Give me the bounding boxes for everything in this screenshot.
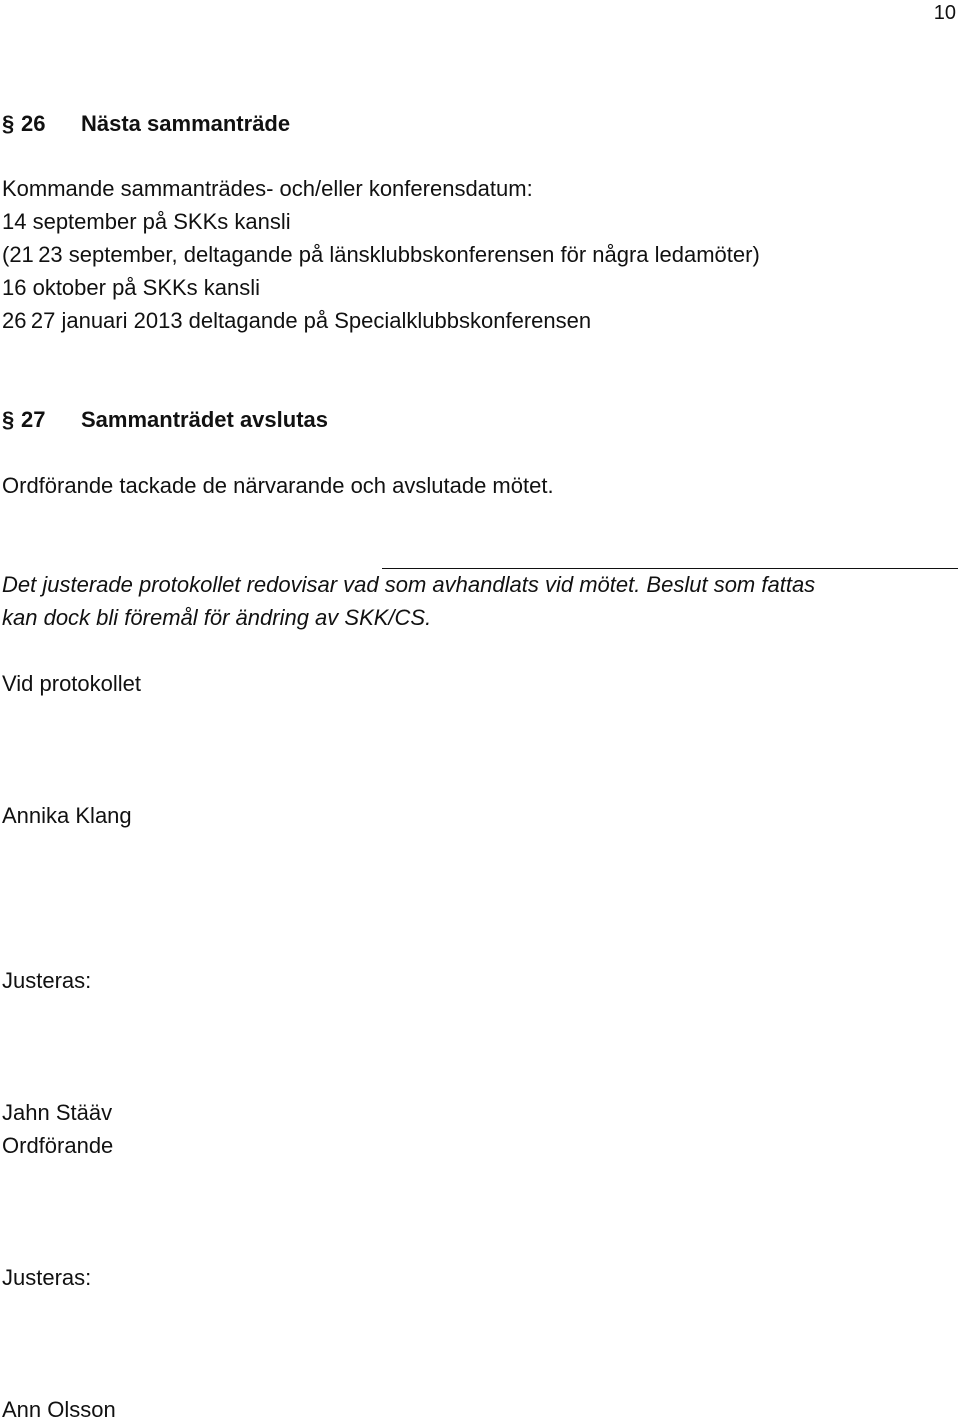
section-symbol: § (2, 407, 15, 432)
disclaimer-line-2: kan dock bli föremål för ändring av SKK/CS. (2, 605, 432, 630)
separator-line (382, 568, 958, 569)
recorder-name: Annika Klang (2, 803, 132, 828)
meeting-date-line: (21 23 september, deltagande på länsklubbskonferensen för några ledamöter) (2, 242, 760, 267)
recorder-label: Vid protokollet (2, 671, 142, 696)
chair-name: Jahn Stääv (2, 1100, 113, 1125)
chair-title: Ordförande (2, 1133, 114, 1158)
meeting-dates-intro: Kommande sammanträdes- och/eller konferensdatum: (2, 176, 533, 201)
section-26-heading (2, 110, 290, 138)
disclaimer-line-1: Det justerade protokollet redovisar vad som avhandlats vid mötet. Beslut som fattas (2, 572, 816, 597)
closing-statement: Ordförande tackade de närvarande och avslutade mötet. (2, 473, 554, 498)
section-27-heading (2, 406, 328, 434)
section-number: 26 (21, 111, 46, 136)
meeting-date-line: 14 september på SKKs kansli (2, 209, 291, 234)
section-title: Nästa sammanträde (81, 111, 291, 136)
meeting-date-line: 16 oktober på SKKs kansli (2, 275, 261, 300)
section-number: 27 (21, 407, 46, 432)
page-number: 10 (933, 2, 956, 24)
adjuster-label: Justeras: (2, 1265, 92, 1290)
meeting-date-line: 26 27 januari 2013 deltagande på Specialklubbskonferensen (2, 308, 592, 333)
adjuster-label: Justeras: (2, 968, 92, 993)
adjuster-name: Ann Olsson (2, 1397, 116, 1422)
section-symbol: § (2, 111, 15, 136)
section-title: Sammanträdet avslutas (81, 407, 328, 432)
